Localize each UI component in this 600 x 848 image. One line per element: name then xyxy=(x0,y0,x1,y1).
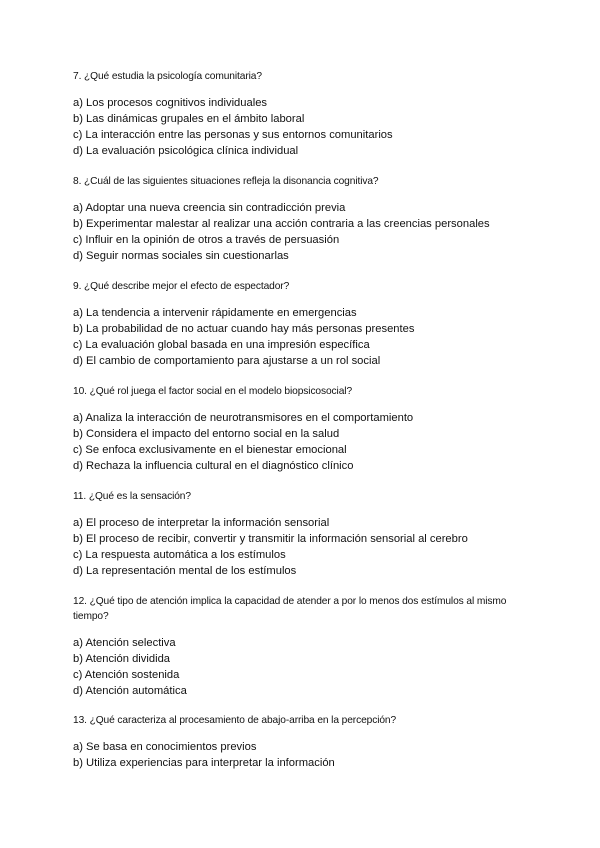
option-a: a) Atención selectiva xyxy=(73,637,176,649)
option-a: a) Se basa en conocimientos previos xyxy=(73,741,257,753)
option-b: b) Experimentar malestar al realizar una acción contraria a las creencias personales xyxy=(73,218,490,230)
option-d: d) La evaluación psicológica clínica individual xyxy=(73,145,299,157)
option-a: a) El proceso de interpretar la información sensorial xyxy=(73,517,330,529)
option-c: c) La respuesta automática a los estímulos xyxy=(73,549,286,561)
option-b: b) Las dinámicas grupales en el ámbito laboral xyxy=(73,113,305,125)
option-a: a) La tendencia a intervenir rápidamente en emergencias xyxy=(73,307,357,319)
question-12 xyxy=(73,594,533,699)
option-d: d) Rechaza la influencia cultural en el diagnóstico clínico xyxy=(73,460,354,472)
option-c: c) Atención sostenida xyxy=(73,669,180,681)
question-11 xyxy=(73,489,533,579)
option-a: a) Analiza la interacción de neurotransmisores en el comportamiento xyxy=(73,412,414,424)
option-b: b) Considera el impacto del entorno social en la salud xyxy=(73,428,340,440)
option-d: d) Atención automática xyxy=(73,685,187,697)
option-c: c) Influir en la opinión de otros a través de persuasión xyxy=(73,234,340,246)
question-text: 7. ¿Qué estudia la psicología comunitaria? xyxy=(73,71,262,82)
question-text: 10. ¿Qué rol juega el factor social en el modelo biopsicosocial? xyxy=(73,386,353,397)
question-9 xyxy=(73,279,533,369)
question-13 xyxy=(73,713,533,771)
option-c: c) La evaluación global basada en una impresión específica xyxy=(73,339,370,351)
option-a: a) Adoptar una nueva creencia sin contradicción previa xyxy=(73,202,346,214)
question-text: 9. ¿Qué describe mejor el efecto de espectador? xyxy=(73,281,290,292)
question-10 xyxy=(73,384,533,474)
question-text: 11. ¿Qué es la sensación? xyxy=(73,491,191,502)
option-d: d) El cambio de comportamiento para ajustarse a un rol social xyxy=(73,355,381,367)
option-d: d) La representación mental de los estímulos xyxy=(73,565,297,577)
option-d: d) Seguir normas sociales sin cuestionarlas xyxy=(73,250,289,262)
question-text: 8. ¿Cuál de las siguientes situaciones refleja la disonancia cognitiva? xyxy=(73,176,379,187)
question-8 xyxy=(73,174,533,264)
question-7 xyxy=(73,69,533,159)
option-b: b) La probabilidad de no actuar cuando hay más personas presentes xyxy=(73,323,415,335)
option-c: c) La interacción entre las personas y sus entornos comunitarios xyxy=(73,129,393,141)
option-b: b) El proceso de recibir, convertir y transmitir la información sensorial al cerebro xyxy=(73,533,468,545)
option-b: b) Atención dividida xyxy=(73,653,171,665)
question-text: 12. ¿Qué tipo de atención implica la capacidad de atender a por lo menos dos estímulos al mismo tiempo? xyxy=(73,596,507,622)
option-a: a) Los procesos cognitivos individuales xyxy=(73,97,268,109)
question-text: 13. ¿Qué caracteriza al procesamiento de abajo-arriba en la percepción? xyxy=(73,715,397,726)
option-c: c) Se enfoca exclusivamente en el bienestar emocional xyxy=(73,444,347,456)
option-b: b) Utiliza experiencias para interpretar la información xyxy=(73,757,335,769)
